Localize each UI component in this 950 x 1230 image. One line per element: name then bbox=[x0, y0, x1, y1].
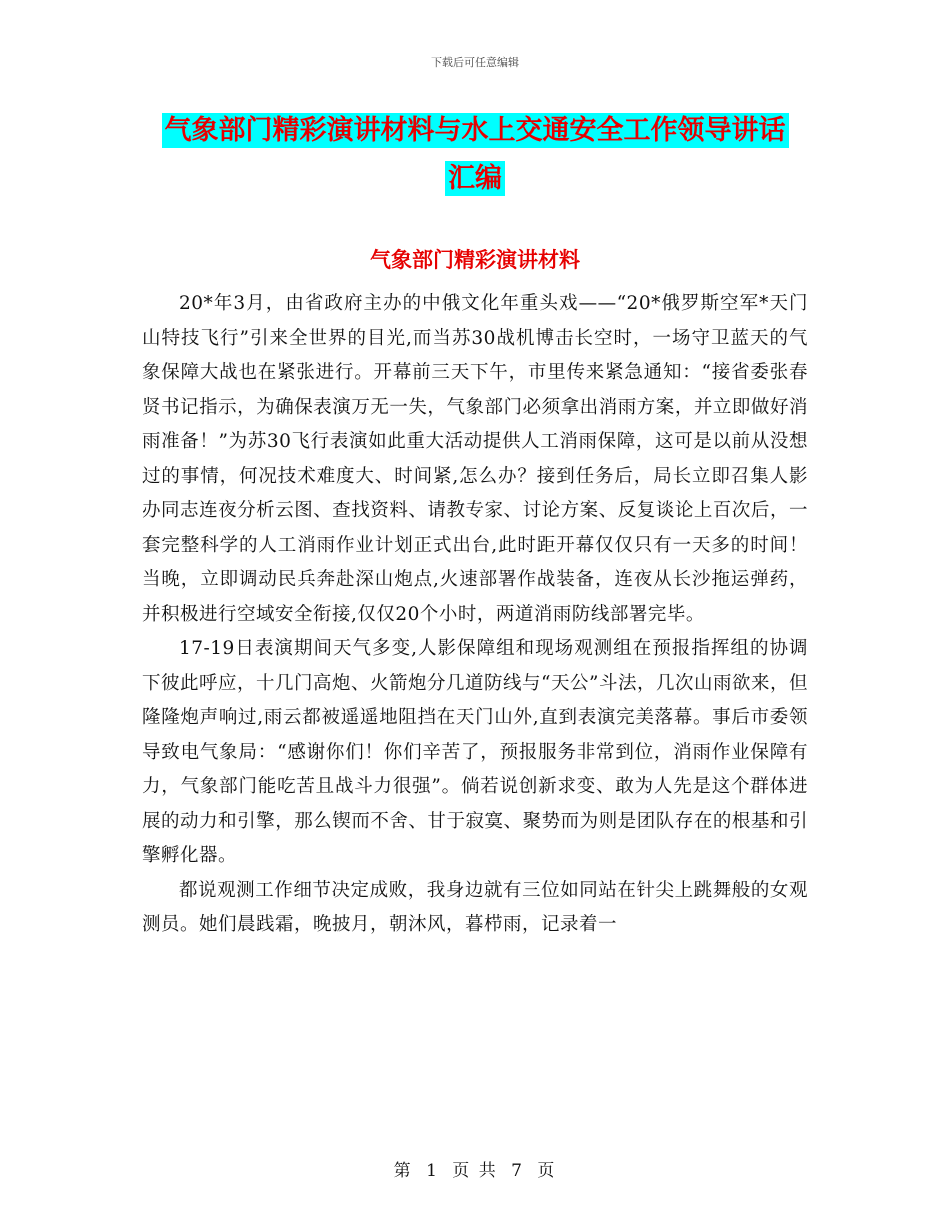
footer-middle: 页 共 bbox=[452, 1161, 498, 1181]
body-text bbox=[142, 287, 808, 943]
footer-prefix: 第 bbox=[393, 1161, 413, 1181]
footer-suffix: 页 bbox=[537, 1161, 557, 1181]
paragraph-3: 都说观测工作细节决定成败，我身边就有三位如同站在针尖上跳舞般的女观测员。她们晨践霜，晚披月，朝沐风，暮栉雨，记录着一 bbox=[142, 879, 808, 935]
document-title bbox=[0, 110, 950, 200]
footer-total-pages: 7 bbox=[511, 1161, 524, 1181]
paragraph-2: 17-19日表演期间天气多变,人影保障组和现场观测组在预报指挥组的协调下彼此呼应，十几门高炮、火箭炮分几道防线与“天公”斗法，几次山雨欲来，但隆隆炮声响过,雨云都被遥遥地阻挡在天门山外,直到表演完美落幕。事后市委领导致电气象局：“感谢你们！你们辛苦了，预报服务非常到位，消雨作业保障有力，气象部门能吃苦且战斗力很强”。倘若说创新求变、敢为人先是这个群体进展的动力和引擎，那么锲而不舍、甘于寂寞、聚势而为则是团队存在的根基和引擎孵化器。 bbox=[142, 638, 808, 866]
page-footer bbox=[0, 1156, 950, 1181]
footer-page-number: 1 bbox=[426, 1161, 439, 1181]
section-title: 气象部门精彩演讲材料 bbox=[370, 248, 580, 272]
paragraph-1: 20*年3月，由省政府主办的中俄文化年重头戏——“20*俄罗斯空军*天门山特技飞行”引来全世界的目光,而当苏30战机博击长空时，一场守卫蓝天的气象保障大战也在紧张进行。开幕前三天下午，市里传来紧急通知：“接省委张春贤书记指示，为确保表演万无一失，气象部门必须拿出消雨方案，并立即做好消雨准备！”为苏30飞行表演如此重大活动提供人工消雨保障，这可是以前从没想过的事情，何况技术难度大、时间紧,怎么办？接到任务后，局长立即召集人影办同志连夜分析云图、查找资料、请教专家、讨论方案、反复谈论上百次后，一套完整科学的人工消雨作业计划正式出台,此时距开幕仅仅只有一天多的时间！当晚，立即调动民兵奔赴深山炮点,火速部署作战装备，连夜从长沙拖运弹药，并积极进行空域安全衔接,仅仅20个小时，两道消雨防线部署完毕。 bbox=[142, 293, 808, 625]
header-note: 下载后可任意编辑 bbox=[431, 56, 519, 69]
document-title-line2: 汇编 bbox=[445, 161, 505, 196]
document-title-line1: 气象部门精彩演讲材料与水上交通安全工作领导讲话 bbox=[162, 113, 789, 148]
